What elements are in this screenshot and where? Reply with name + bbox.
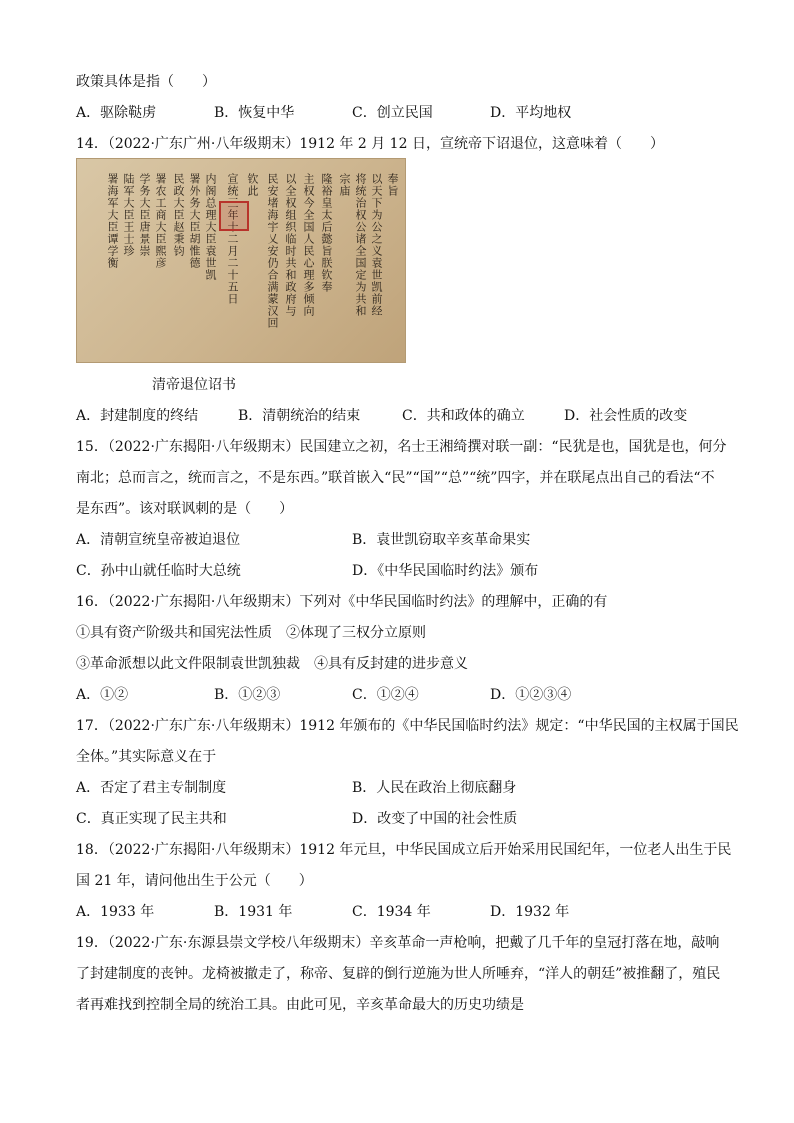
q18-options — [76, 902, 726, 922]
q13-option-b[interactable]: B．恢复中华 — [214, 105, 295, 121]
q15-stem-line-1: 15．（2022·广东揭阳·八年级期末）民国建立之初，名士王湘绮撰对联一副：“民犹是也，国犹是也，何分 — [76, 439, 727, 455]
q16-option-b[interactable]: B．①②③ — [214, 687, 281, 703]
q14-option-d[interactable]: D．社会性质的改变 — [564, 408, 688, 424]
q16-items-1: ①具有资产阶级共和国宪法性质 ②体现了三权分立原则 — [76, 625, 426, 641]
q15-options-row-2 — [76, 561, 726, 581]
q15-stem-line-2: 南北；总而言之，统而言之，不是东西。”联首嵌入“民”“国”“总”“统”四字，并在联尾点出自己的看法“不 — [76, 470, 715, 486]
q15-option-a[interactable]: A．清朝宣统皇帝被迫退位 — [76, 532, 241, 548]
q15-option-d[interactable]: D．《中华民国临时约法》颁布 — [352, 563, 539, 579]
q18-stem-line-2: 国 21 年，请问他出生于公元（ ） — [76, 873, 313, 889]
q18-option-d[interactable]: D．1932 年 — [490, 904, 570, 920]
q18-option-c[interactable]: C．1934 年 — [352, 904, 431, 920]
q17-option-b[interactable]: B．人民在政治上彻底翻身 — [352, 780, 517, 796]
q15-option-c[interactable]: C．孙中山就任临时大总统 — [76, 563, 241, 579]
q13-continuation: 政策具体是指（ ） — [76, 74, 216, 90]
q14-stem: 14．（2022·广东广州·八年级期末）1912 年 2 月 12 日，宣统帝下诏退位，这意味着（ ） — [76, 136, 664, 152]
q19-stem-line-2: 了封建制度的丧钟。龙椅被撤走了，称帝、复辟的倒行逆施为世人所唾弃，“洋人的朝廷”被推翻了，殖民 — [76, 966, 721, 982]
q13-option-a[interactable]: A．驱除鞑虏 — [76, 105, 157, 121]
q17-option-d[interactable]: D．改变了中国的社会性质 — [352, 811, 518, 827]
q15-option-b[interactable]: B．袁世凯窃取辛亥革命果实 — [352, 532, 531, 548]
q18-stem-line-1: 18．（2022·广东揭阳·八年级期末）1912 年元旦，中华民国成立后开始采用民国纪年，一位老人出生于民 — [76, 842, 732, 858]
q16-option-c[interactable]: C．①②④ — [352, 687, 419, 703]
q13-option-c[interactable]: C．创立民国 — [352, 105, 433, 121]
q15-options-row-1 — [76, 530, 726, 550]
q19-stem-line-3: 者再难找到控制全局的统治工具。由此可见，辛亥革命最大的历史功绩是 — [76, 997, 524, 1013]
q18-option-b[interactable]: B．1931 年 — [214, 904, 293, 920]
q17-options-row-1 — [76, 778, 726, 798]
q18-option-a[interactable]: A．1933 年 — [76, 904, 155, 920]
q16-option-d[interactable]: D．①②③④ — [490, 687, 572, 703]
q14-option-a[interactable]: A．封建制度的终结 — [76, 408, 199, 424]
q14-image-caption: 清帝退位诏书 — [152, 377, 236, 393]
q14-option-c[interactable]: C．共和政体的确立 — [402, 408, 525, 424]
q17-option-c[interactable]: C．真正实现了民主共和 — [76, 811, 227, 827]
q17-stem-line-2: 全体。”其实际意义在于 — [76, 749, 217, 765]
q19-stem-line-1: 19．（2022·广东·东源县崇文学校八年级期末）辛亥革命一声枪响，把戴了几千年的皇冠打落在地，敲响 — [76, 935, 720, 951]
seal-mark — [219, 201, 249, 231]
q14-option-b[interactable]: B．清朝统治的结束 — [238, 408, 361, 424]
q13-options — [76, 103, 726, 123]
q17-option-a[interactable]: A．否定了君主专制制度 — [76, 780, 227, 796]
q17-options-row-2 — [76, 809, 726, 829]
q16-stem: 16．（2022·广东揭阳·八年级期末）下列对《中华民国临时约法》的理解中，正确的有 — [76, 594, 608, 610]
q17-stem-line-1: 17．（2022·广东广东·八年级期末）1912 年颁布的《中华民国临时约法》规定：“中华民国的主权属于国民 — [76, 718, 739, 734]
q16-option-a[interactable]: A．①② — [76, 687, 129, 703]
q15-stem-line-3: 是东西”。该对联讽刺的是（ ） — [76, 501, 294, 517]
abdication-edict-photo: 署海军大臣谭学衡 陆军大臣王士珍 学务大臣唐景崇 署农工商大臣熙彦 民政大臣赵秉钧 署外务大臣胡惟德 内阁总理大臣袁世凯 宣统三年十二月二十五日 钦此 民安堵海宇乂安仍合满蒙汉回 以全权组织临时共和政府与 主权今全国人民心理多倾向 隆裕皇太后懿旨朕钦奉 宗庙 将统治权公诸全国定为共和 以天下为公之义袁世凯前经 奉旨 — [76, 158, 406, 363]
exam-page — [76, 72, 739, 1015]
q13-option-d[interactable]: D．平均地权 — [490, 105, 572, 121]
q16-options — [76, 685, 726, 705]
q14-options — [76, 406, 726, 426]
q16-items-2: ③革命派想以此文件限制袁世凯独裁 ④具有反封建的进步意义 — [76, 656, 468, 672]
